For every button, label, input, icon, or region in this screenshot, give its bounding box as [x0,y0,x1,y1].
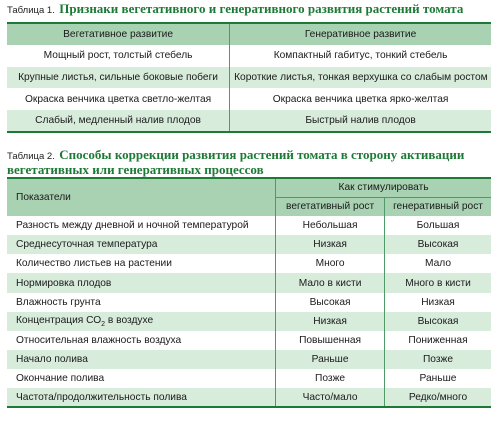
table-row [7,67,491,89]
table-cell: Небольшая [276,216,385,235]
table-row [7,110,491,132]
table-cell: Раньше [385,369,491,388]
table2-title-line1: Способы коррекции развития растений томата в сторону активации [59,147,465,162]
table1-caption [7,2,491,17]
table-cell: Быстрый налив плодов [230,110,491,132]
table-cell: Низкая [276,312,385,331]
table-row [7,388,491,407]
table-cell: Слабый, медленный налив плодов [7,110,230,132]
table1-header-row [7,23,491,45]
table-cell: Высокая [385,235,491,254]
table-cell: Высокая [385,312,491,331]
table-cell: Крупные листья, сильные боковые побеги [7,67,230,89]
table-cell: Относительная влажность воздуха [16,334,182,346]
table2-header-how: Как стимулировать [276,178,491,197]
table-cell: Мощный рост, толстый стебель [43,50,193,62]
table-cell: Окраска венчика цветка светло-желтая [24,93,212,105]
table2-header-row [7,178,491,197]
table-cell: Раньше [276,350,385,369]
table1 [7,22,491,133]
table2 [7,177,491,408]
table-row [7,350,491,369]
co2-subscript: 2 [101,320,106,328]
table-cell: Короткие листья, тонкая верхушка со слабым ростом [230,67,491,89]
table1-number: Таблица 1. [7,5,55,16]
table-cell: Высокая [276,293,385,312]
table-cell: Много в кисти [385,273,491,292]
table-cell: Окончание полива [16,372,105,384]
table-cell: Пониженная [385,331,491,350]
table-cell: Часто/мало [276,388,385,407]
table-row [7,331,491,350]
table-cell: Низкая [276,235,385,254]
table2-header-vegetative: вегетативный рост [276,197,385,216]
table-cell: Разность между дневной и ночной температурой [16,220,249,232]
table-cell [7,312,276,331]
table-cell: Повышенная [276,331,385,350]
table-cell: Низкая [385,293,491,312]
co2-label: Концентрация СО [16,314,102,326]
table2-header-generative: генеративный рост [385,197,491,216]
table1-header-generative: Генеративное развитие [230,23,491,45]
table-cell: Влажность грунта [16,296,101,308]
table-cell: Окраска венчика цветка ярко-желтая [230,88,491,110]
table-cell: Среднесуточная температура [7,235,276,254]
table2-number: Таблица 2. [7,151,55,162]
table-cell: Мало [385,254,491,273]
table-cell: Начало полива [7,350,276,369]
table-row [7,369,491,388]
table1-header-vegetative: Вегетативное развитие [7,23,230,45]
table2-caption [7,148,491,176]
table2-header-indicators: Показатели [7,178,276,216]
table-cell: Компактный габитус, тонкий стебель [230,45,491,67]
table-row [7,88,491,110]
table-row [7,254,491,273]
table-row [7,293,491,312]
table-cell: Позже [385,350,491,369]
table-cell: Редко/много [385,388,491,407]
table-row [7,273,491,292]
table-cell: Количество листьев на растении [16,258,172,270]
table-row [7,312,491,331]
table-cell: Позже [276,369,385,388]
table-cell: Нормировка плодов [7,273,276,292]
table-cell: Большая [385,216,491,235]
co2-suffix: в воздухе [105,314,154,326]
table1-title: Признаки вегетативного и генеративного развития растений томата [59,1,464,16]
table-cell: Много [276,254,385,273]
table-row [7,216,491,235]
table-cell: Частота/продолжительность полива [7,388,276,407]
table-row [7,235,491,254]
table2-title-line2: вегетативных или генеративных процессов [7,162,264,177]
table-cell: Мало в кисти [276,273,385,292]
table-row [7,45,491,67]
